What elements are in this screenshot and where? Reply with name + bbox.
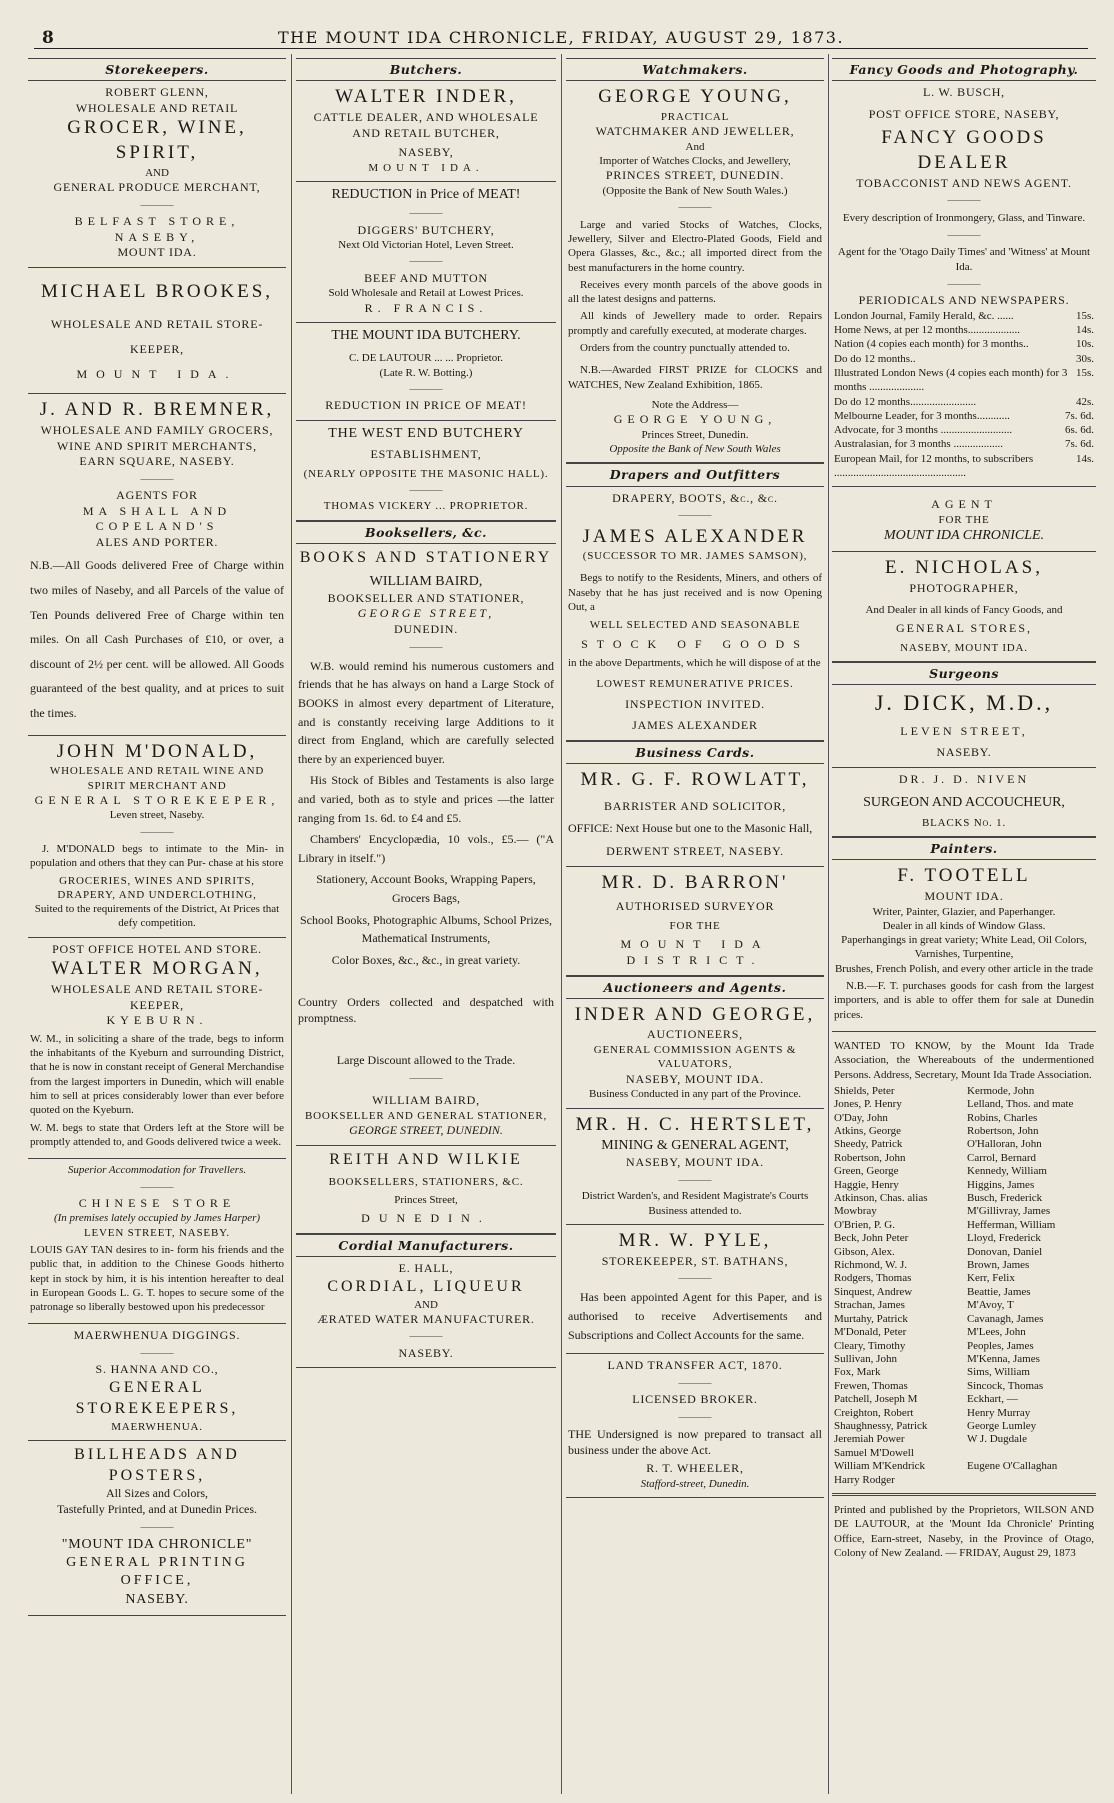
price-item: Advocate, for 3 months .......................... [834, 424, 1013, 437]
wanted-name: Kennedy, William [967, 1165, 1047, 1178]
ad-john-mcdonald: JOHN M'DONALD, WHOLESALE AND RETAIL WINE AND SPIRIT MERCHANT AND GENERAL STOREKEEPER, Leven street, Naseby. ——— J. M'DONALD begs to intimate to the Min- in population and others that they can Pur- chase at his store GROCERIES, WINES AND SPIRITS, DRAPERY, AND UNDERCLOTHING, Suited to the requirements of the District, At Prices that defy competition. [28, 736, 286, 938]
ad-dr-niven: DR. J. D. NIVEN SURGEON AND ACCOUCHEUR, BLACKS No. 1. [832, 768, 1096, 837]
price-row [834, 337, 1094, 351]
ad-mount-ida-butchery: THE MOUNT IDA BUTCHERY. C. DE LAUTOUR ... ... Proprietor. (Late R. W. Botting.) ——— REDUCTION IN PRICE OF MEAT! [296, 323, 556, 421]
ad-wanted-to-know: WANTED TO KNOW, by the Mount Ida Trade Association, the Whereabouts of the undermentioned Persons. Address, Secretary, Mount Ida Trade Association. Shields, Peter Jones, P. Henry O'Day, John Atkins, George Sheedy, Patrick Robertson, John Green, George Haggie, Henry Atkinson, Chas. alias Mowbray O'Brien, P. G. Beck, John Peter Gibson, Alex. Richmond, W. J. Rodgers, Thomas Sinquest, Andrew Strachan, James Murtahy, Patrick M'Donald, Peter Cleary, Timothy Sullivan, John Fox, Mark Frewen, Thomas Patchell, Joseph M Creighton, Robert Shaughnessy, Patrick Jeremiah Power Samuel M'Dowell William M'Kendrick Harry Rodger Kermode, John Lelland, Thos. and mate Robins, Charles Robertson, John O'Halloran, John Carrol, Bernard Kennedy, William Higgins, James Busch, Frederick M'Gillivray, James Hefferman, William Lloyd, Frederick Donovan, Daniel Brown, James Kerr, Felix Beattie, James M'Avoy, T Cavanagh, James M'Lees, John Peoples, James M'Kenna, James Sims, William Sincock, Thomas Eckhart, — Henry Murray George Lumley W J. Dugdale Eugene O'Callaghan [832, 1032, 1096, 1496]
ad-robert-glenn: ROBERT GLENN, WHOLESALE AND RETAIL GROCER, WINE, SPIRIT, AND GENERAL PRODUCE MERCHANT, ——— BELFAST STORE, NASEBY, MOUNT IDA. [28, 81, 286, 268]
price-value: 14s. [1075, 452, 1094, 465]
wanted-name: M'Donald, Peter [834, 1326, 907, 1339]
wanted-name: Kermode, John [967, 1084, 1035, 1097]
section-heading: Auctioneers and Agents. [566, 976, 824, 999]
wanted-name: Robertson, John [834, 1151, 906, 1164]
price-item: Illustrated London News (4 copies each month) for 3 months .................... [834, 366, 1068, 394]
wanted-name: W J. Dugdale [967, 1433, 1027, 1446]
wanted-name: Eckhart, — [967, 1393, 1018, 1406]
wanted-name: Haggie, Henry [834, 1178, 899, 1191]
wanted-name: William M'Kendrick [834, 1460, 926, 1473]
ad-chinese-store: Superior Accommodation for Travellers. ——— CHINESE STORE (In premises lately occupied by James Harper) LEVEN STREET, NASEBY. LOUIS GAY TAN desires to in- form his friends and the public that, in addition to the Chinese Goods hitherto kept in stock by him, it is his intention hereafter to deal in European Goods L. G. T. hopes to secure some of the patronage so liberally bestowed upon his predecessor [28, 1159, 286, 1324]
wanted-name: Jeremiah Power [834, 1433, 905, 1446]
wanted-name: M'Avoy, T [967, 1299, 1014, 1312]
wanted-name: Harry Rodger [834, 1473, 895, 1486]
section-heading: Fancy Goods and Photography. [832, 58, 1096, 81]
price-row [834, 309, 1094, 323]
ad-j-dick: J. DICK, M.D., LEVEN STREET, NASEBY. [832, 685, 1096, 768]
wanted-name: Sinquest, Andrew [834, 1285, 913, 1298]
price-value: 30s. [1075, 352, 1094, 365]
ad-inder-and-george: INDER AND GEORGE, AUCTIONEERS, GENERAL COMMISSION AGENTS & VALUATORS, NASEBY, MOUNT IDA. Business Conducted in any part of the Province. [566, 999, 824, 1109]
wanted-name: Peoples, James [967, 1339, 1034, 1352]
ad-d-barron: MR. D. BARRON' AUTHORISED SURVEYOR FOR THE MOUNT IDA DISTRICT. [566, 867, 824, 976]
price-item: Do do 12 months........................ [834, 395, 977, 408]
price-value: 7s. 6d. [1064, 438, 1094, 451]
ad-james-alexander: DRAPERY, BOOTS, &c., &c. ——— JAMES ALEXANDER (SUCCESSOR TO MR. JAMES SAMSON), Begs to notify to the Residents, Miners, and others of Naseby that he has just received and is now Opening Out, a WELL SELECTED AND SEASONABLE STOCK OF GOODS in the above Departments, which he will dispose of at the LOWEST REMUNERATIVE PRICES. INSPECTION INVITED. JAMES ALEXANDER [566, 487, 824, 741]
ad-h-c-hertslet: MR. H. C. HERTSLET, MINING & GENERAL AGENT, NASEBY, MOUNT IDA. ——— District Warden's, and Resident Magistrate's Courts Business attended to. [566, 1109, 824, 1225]
wanted-name: Henry Murray [967, 1406, 1031, 1419]
section-heading: Painters. [832, 837, 1096, 860]
ad-agent: AGENT FOR THE MOUNT IDA CHRONICLE. [832, 487, 1096, 552]
ad-walter-morgan: POST OFFICE HOTEL AND STORE. WALTER MORGAN, WHOLESALE AND RETAIL STORE- KEEPER, KYEBURN. W. M., in soliciting a share of the trade, begs to inform the inhabitants of the Kyeburn and surrounding District, that he is now in constant receipt of General Merchandise from the largest importers in Dunedin, which will enable him to sell at prices considerably lower than ever before quoted on the Kyeburn. W. M. begs to state that Orders left at the Store will be promptly attended to, and Goods delivered twice a week. [28, 938, 286, 1159]
ad-reith-wilkie: REITH AND WILKIE BOOKSELLERS, STATIONERS, &C. Princes Street, DUNEDIN. [296, 1146, 556, 1234]
page-title: THE MOUNT IDA CHRONICLE, FRIDAY, AUGUST 29, 1873. [277, 28, 845, 47]
price-value: 15s. [1075, 366, 1094, 379]
wanted-name: Murtahy, Patrick [834, 1312, 908, 1325]
ad-s-hanna: MAERWHENUA DIGGINGS. ——— S. HANNA AND CO., GENERAL STOREKEEPERS, MAERWHENUA. [28, 1324, 286, 1440]
price-row [834, 452, 1094, 481]
wanted-name: Donovan, Daniel [967, 1245, 1043, 1258]
column-rule [828, 54, 829, 1794]
price-row [834, 409, 1094, 423]
section-heading: Butchers. [296, 58, 556, 81]
wanted-name: Robertson, John [967, 1125, 1039, 1138]
price-item: Do do 12 months.. [834, 352, 916, 365]
page-number: 8 [42, 28, 54, 48]
wanted-name: O'Day, John [834, 1111, 888, 1124]
ad-g-f-rowlatt: MR. G. F. ROWLATT, BARRISTER AND SOLICITOR, OFFICE: Next House but one to the Masonic Hall, DERWENT STREET, NASEBY. [566, 764, 824, 866]
ad-michael-brookes: MICHAEL BROOKES, WHOLESALE AND RETAIL STORE- KEEPER, MOUNT IDA. [28, 268, 286, 394]
imprint: Printed and published by the Proprietors, WILSON AND DE LAUTOUR, at the 'Mount Ida Chronicle' Printing Office, Earn-street, Naseby, in the Province of Otago, Colony of New Zealand. — FRIDAY, August 29, 1873 [834, 1503, 1094, 1559]
price-row [834, 437, 1094, 451]
column-1 [28, 58, 286, 1793]
wanted-name: Robins, Charles [967, 1111, 1038, 1124]
wanted-names [834, 1085, 1094, 1487]
ad-e-nicholas: E. NICHOLAS, PHOTOGRAPHER, And Dealer in all kinds of Fancy Goods, and GENERAL STORES, NASEBY, MOUNT IDA. [832, 552, 1096, 661]
column-2 [296, 58, 556, 1793]
wanted-name: Fox, Mark [834, 1366, 881, 1379]
wanted-name: Carrol, Bernard [967, 1151, 1037, 1164]
section-heading: Business Cards. [566, 741, 824, 764]
wanted-name: Samuel M'Dowell [834, 1446, 914, 1459]
price-row [834, 395, 1094, 409]
price-list [834, 309, 1094, 481]
ad-walter-inder: WALTER INDER, CATTLE DEALER, AND WHOLESALE AND RETAIL BUTCHER, NASEBY, MOUNT IDA. [296, 81, 556, 182]
names-right [967, 1085, 1094, 1487]
price-value: 15s. [1075, 309, 1094, 322]
price-value: 7s. 6d. [1064, 409, 1094, 422]
price-row [834, 323, 1094, 337]
price-value: 6s. 6d. [1064, 424, 1094, 437]
wanted-name: Lelland, Thos. and mate [967, 1098, 1074, 1111]
price-row [834, 423, 1094, 437]
wanted-name: Eugene O'Callaghan [967, 1460, 1058, 1473]
ad-e-hall: E. HALL, CORDIAL, LIQUEUR AND ÆRATED WATER MANUFACTURER. ——— NASEBY. [296, 1257, 556, 1368]
wanted-name: Hefferman, William [967, 1218, 1056, 1231]
section-heading: Storekeepers. [28, 58, 286, 81]
wanted-name: Sims, William [967, 1366, 1030, 1379]
wanted-name: Jones, P. Henry [834, 1098, 902, 1111]
price-item: Melbourne Leader, for 3 months............ [834, 409, 1010, 422]
price-row [834, 352, 1094, 366]
wanted-name: Rodgers, Thomas [834, 1272, 912, 1285]
wanted-name: Richmond, W. J. [834, 1259, 908, 1272]
price-value: 42s. [1075, 395, 1094, 408]
section-heading: Watchmakers. [566, 58, 824, 81]
price-item: European Mail, for 12 months, to subscribers ................................................ [834, 452, 1034, 480]
names-left [834, 1085, 961, 1487]
price-item: Nation (4 copies each month) for 3 months.. [834, 338, 1029, 351]
ad-l-w-busch: L. W. BUSCH, POST OFFICE STORE, NASEBY, FANCY GOODS DEALER TOBACCONIST AND NEWS AGENT. ——— Every description of Ironmongery, Glass, and Tinware. ——— Agent for the 'Otago Daily Times' and 'Witness' at Mount Ida. ——— PERIODICALS AND NEWSPAPERS. London Journal, Family Herald, &c. ...... 15s. Home News, at per 12 months................... 14s. Nation (4 copies each month) for 3 months.. 10s. Do do 12 months.. 30s. Illustrated London News (4 copies each month) for 3 months .................... 15s. Do do 12 months........................ 42s. Melbourne Leader, for 3 months............ 7s. 6d. Advocate, for 3 months .......................... 6s. 6d. Australasian, for 3 months .................. 7s. 6d. European Mail, for 12 months, to subscribers ................................................ 14s. [832, 81, 1096, 487]
ad-bremner: J. AND R. BREMNER, WHOLESALE AND FAMILY GROCERS, WINE AND SPIRIT MERCHANTS, EARN SQUARE, NASEBY. ——— AGENTS FOR MA SHALL AND COPELAND'S ALES AND PORTER. N.B.—All Goods delivered Free of Charge within two miles of Naseby, and all Parcels of the value of Ten Pounds delivered Free of Charge within ten miles. On all Cash Purchases of £10, or over, a discount of 2½ per cent. will be allowed. All Goods guaranteed of the best quality, and at prices to suit the times. [28, 394, 286, 735]
wanted-name: Sullivan, John [834, 1352, 897, 1365]
ad-billheads: BILLHEADS AND POSTERS, All Sizes and Colors, Tastefully Printed, and at Dunedin Prices. ——— "MOUNT IDA CHRONICLE" GENERAL PRINTING OFFICE, NASEBY. [28, 1441, 286, 1616]
masthead [34, 26, 1088, 49]
wanted-name: George Lumley [967, 1419, 1037, 1432]
wanted-name: O'Brien, P. G. [834, 1218, 895, 1231]
wanted-name: Higgins, James [967, 1178, 1035, 1191]
ad-land-transfer: LAND TRANSFER ACT, 1870. ——— LICENSED BROKER. ——— THE Undersigned is now prepared to transact all business under the above Act. R. T. WHEELER, Stafford-street, Dunedin. [566, 1354, 824, 1498]
wanted-name: Atkins, George [834, 1125, 902, 1138]
wanted-name: Shaughnessy, Patrick [834, 1419, 928, 1432]
ad-w-pyle: MR. W. PYLE, STOREKEEPER, ST. BATHANS, ——— Has been appointed Agent for this Paper, and is authorised to receive Advertisements and Subscriptions and Collect Accounts for the same. [566, 1225, 824, 1354]
wanted-name: Frewen, Thomas [834, 1379, 908, 1392]
price-item: Home News, at per 12 months................... [834, 324, 1021, 337]
price-item: Australasian, for 3 months .................. [834, 438, 1003, 451]
column-rule [561, 54, 562, 1794]
column-3 [566, 58, 824, 1793]
wanted-name: Beck, John Peter [834, 1232, 909, 1245]
section-heading: Surgeons [832, 662, 1096, 685]
wanted-name [967, 1447, 1094, 1460]
wanted-name: Gibson, Alex. [834, 1245, 895, 1258]
wanted-name: Kerr, Felix [967, 1272, 1015, 1285]
wanted-name: Brown, James [967, 1259, 1030, 1272]
wanted-name: M'Lees, John [967, 1326, 1026, 1339]
wanted-name: Green, George [834, 1165, 899, 1178]
wanted-name: Creighton, Robert [834, 1406, 914, 1419]
section-heading: Cordial Manufacturers. [296, 1234, 556, 1257]
column-rule [291, 54, 292, 1794]
column-4 [832, 58, 1096, 1793]
wanted-name: O'Halloran, John [967, 1138, 1042, 1151]
ad-diggers-butchery: REDUCTION in Price of MEAT! ——— DIGGERS' BUTCHERY, Next Old Victorian Hotel, Leven Street. ——— BEEF AND MUTTON Sold Wholesale and Retail at Lowest Prices. R. FRANCIS. [296, 182, 556, 323]
wanted-name: Lloyd, Frederick [967, 1232, 1041, 1245]
section-heading: Drapers and Outfitters [566, 463, 824, 486]
section-heading: Booksellers, &c. [296, 521, 556, 544]
wanted-name: Shields, Peter [834, 1084, 895, 1097]
ad-west-end-butchery: THE WEST END BUTCHERY ESTABLISHMENT, (NEARLY OPPOSITE THE MASONIC HALL). ——— THOMAS VICKERY ... PROPRIETOR. [296, 421, 556, 521]
wanted-name: M'Kenna, James [967, 1352, 1040, 1365]
price-item: London Journal, Family Herald, &c. ...... [834, 309, 1014, 322]
wanted-name: Strachan, James [834, 1299, 905, 1312]
wanted-name: Beattie, James [967, 1285, 1031, 1298]
ad-f-tootell: F. TOOTELL MOUNT IDA. Writer, Painter, Glazier, and Paperhanger. Dealer in all kinds of Window Glass. Paperhangings in great variety; White Lead, Oil Colors, Varnishes, Turpentine, Brushes, French Polish, and every other article in the trade N.B.—F. T. purchases goods for cash from the largest importers, and is able to offer them for sale at Dunedin prices. [832, 860, 1096, 1032]
wanted-name: Cleary, Timothy [834, 1339, 906, 1352]
wanted-name: Cavanagh, James [967, 1312, 1044, 1325]
price-row [834, 366, 1094, 395]
wanted-name: M'Gillivray, James [967, 1205, 1051, 1218]
price-value: 14s. [1075, 324, 1094, 337]
wanted-name: Sincock, Thomas [967, 1379, 1044, 1392]
wanted-name: Patchell, Joseph M [834, 1393, 918, 1406]
wanted-name: Busch, Frederick [967, 1192, 1043, 1205]
ad-george-young: GEORGE YOUNG, PRACTICAL WATCHMAKER AND JEWELLER, And Importer of Watches Clocks, and Jewellery, PRINCES STREET, DUNEDIN. (Opposite the Bank of New South Wales.) ——— Large and varied Stocks of Watches, Clocks, Jewellery, Silver and Electro-Plated Goods, Field and Opera Glasses, &c., &c.; all imported direct from the best manufacturers in the home country. Receives every month parcels of the above goods in all the latest designs and patterns. All kinds of Jewellery made to order. Repairs promptly and carefully executed, at moderate charges. Orders from the country punctually attended to. N.B.—Awarded FIRST PRIZE for CLOCKS and WATCHES, New Zealand Exhibition, 1865. Note the Address— GEORGE YOUNG, Princes Street, Dunedin. Opposite the Bank of New South Wales [566, 81, 824, 463]
price-value: 10s. [1075, 338, 1094, 351]
ad-william-baird: BOOKS AND STATIONERY WILLIAM BAIRD, BOOKSELLER AND STATIONER, GEORGE STREET, DUNEDIN. ——— W.B. would remind his numerous customers and friends that he has always on hand a Large Stock of BOOKS in almost every department of Literature, and is constantly receiving large Additions to it direct from England, which are carefully selected there by an experienced buyer. His Stock of Bibles and Testaments is also large and varied, both as to style and prices —the latter ranging from 1s. 6d. to £4 and £5. Chambers' Encyclopædia, 10 vols., £5.— ("A Library in itself.") Stationery, Account Books, Wrapping Papers, Grocers Bags, School Books, Photographic Albums, School Prizes, Mathematical Instruments, Color Boxes, &c., &c., in great variety. Country Orders collected and despatched with promptness. Large Discount allowed to the Trade. ——— WILLIAM BAIRD, BOOKSELLER AND GENERAL STATIONER, GEORGE STREET, DUNEDIN. [296, 544, 556, 1146]
wanted-name: Sheedy, Patrick [834, 1138, 903, 1151]
wanted-name: Atkinson, Chas. alias Mowbray [834, 1192, 928, 1218]
